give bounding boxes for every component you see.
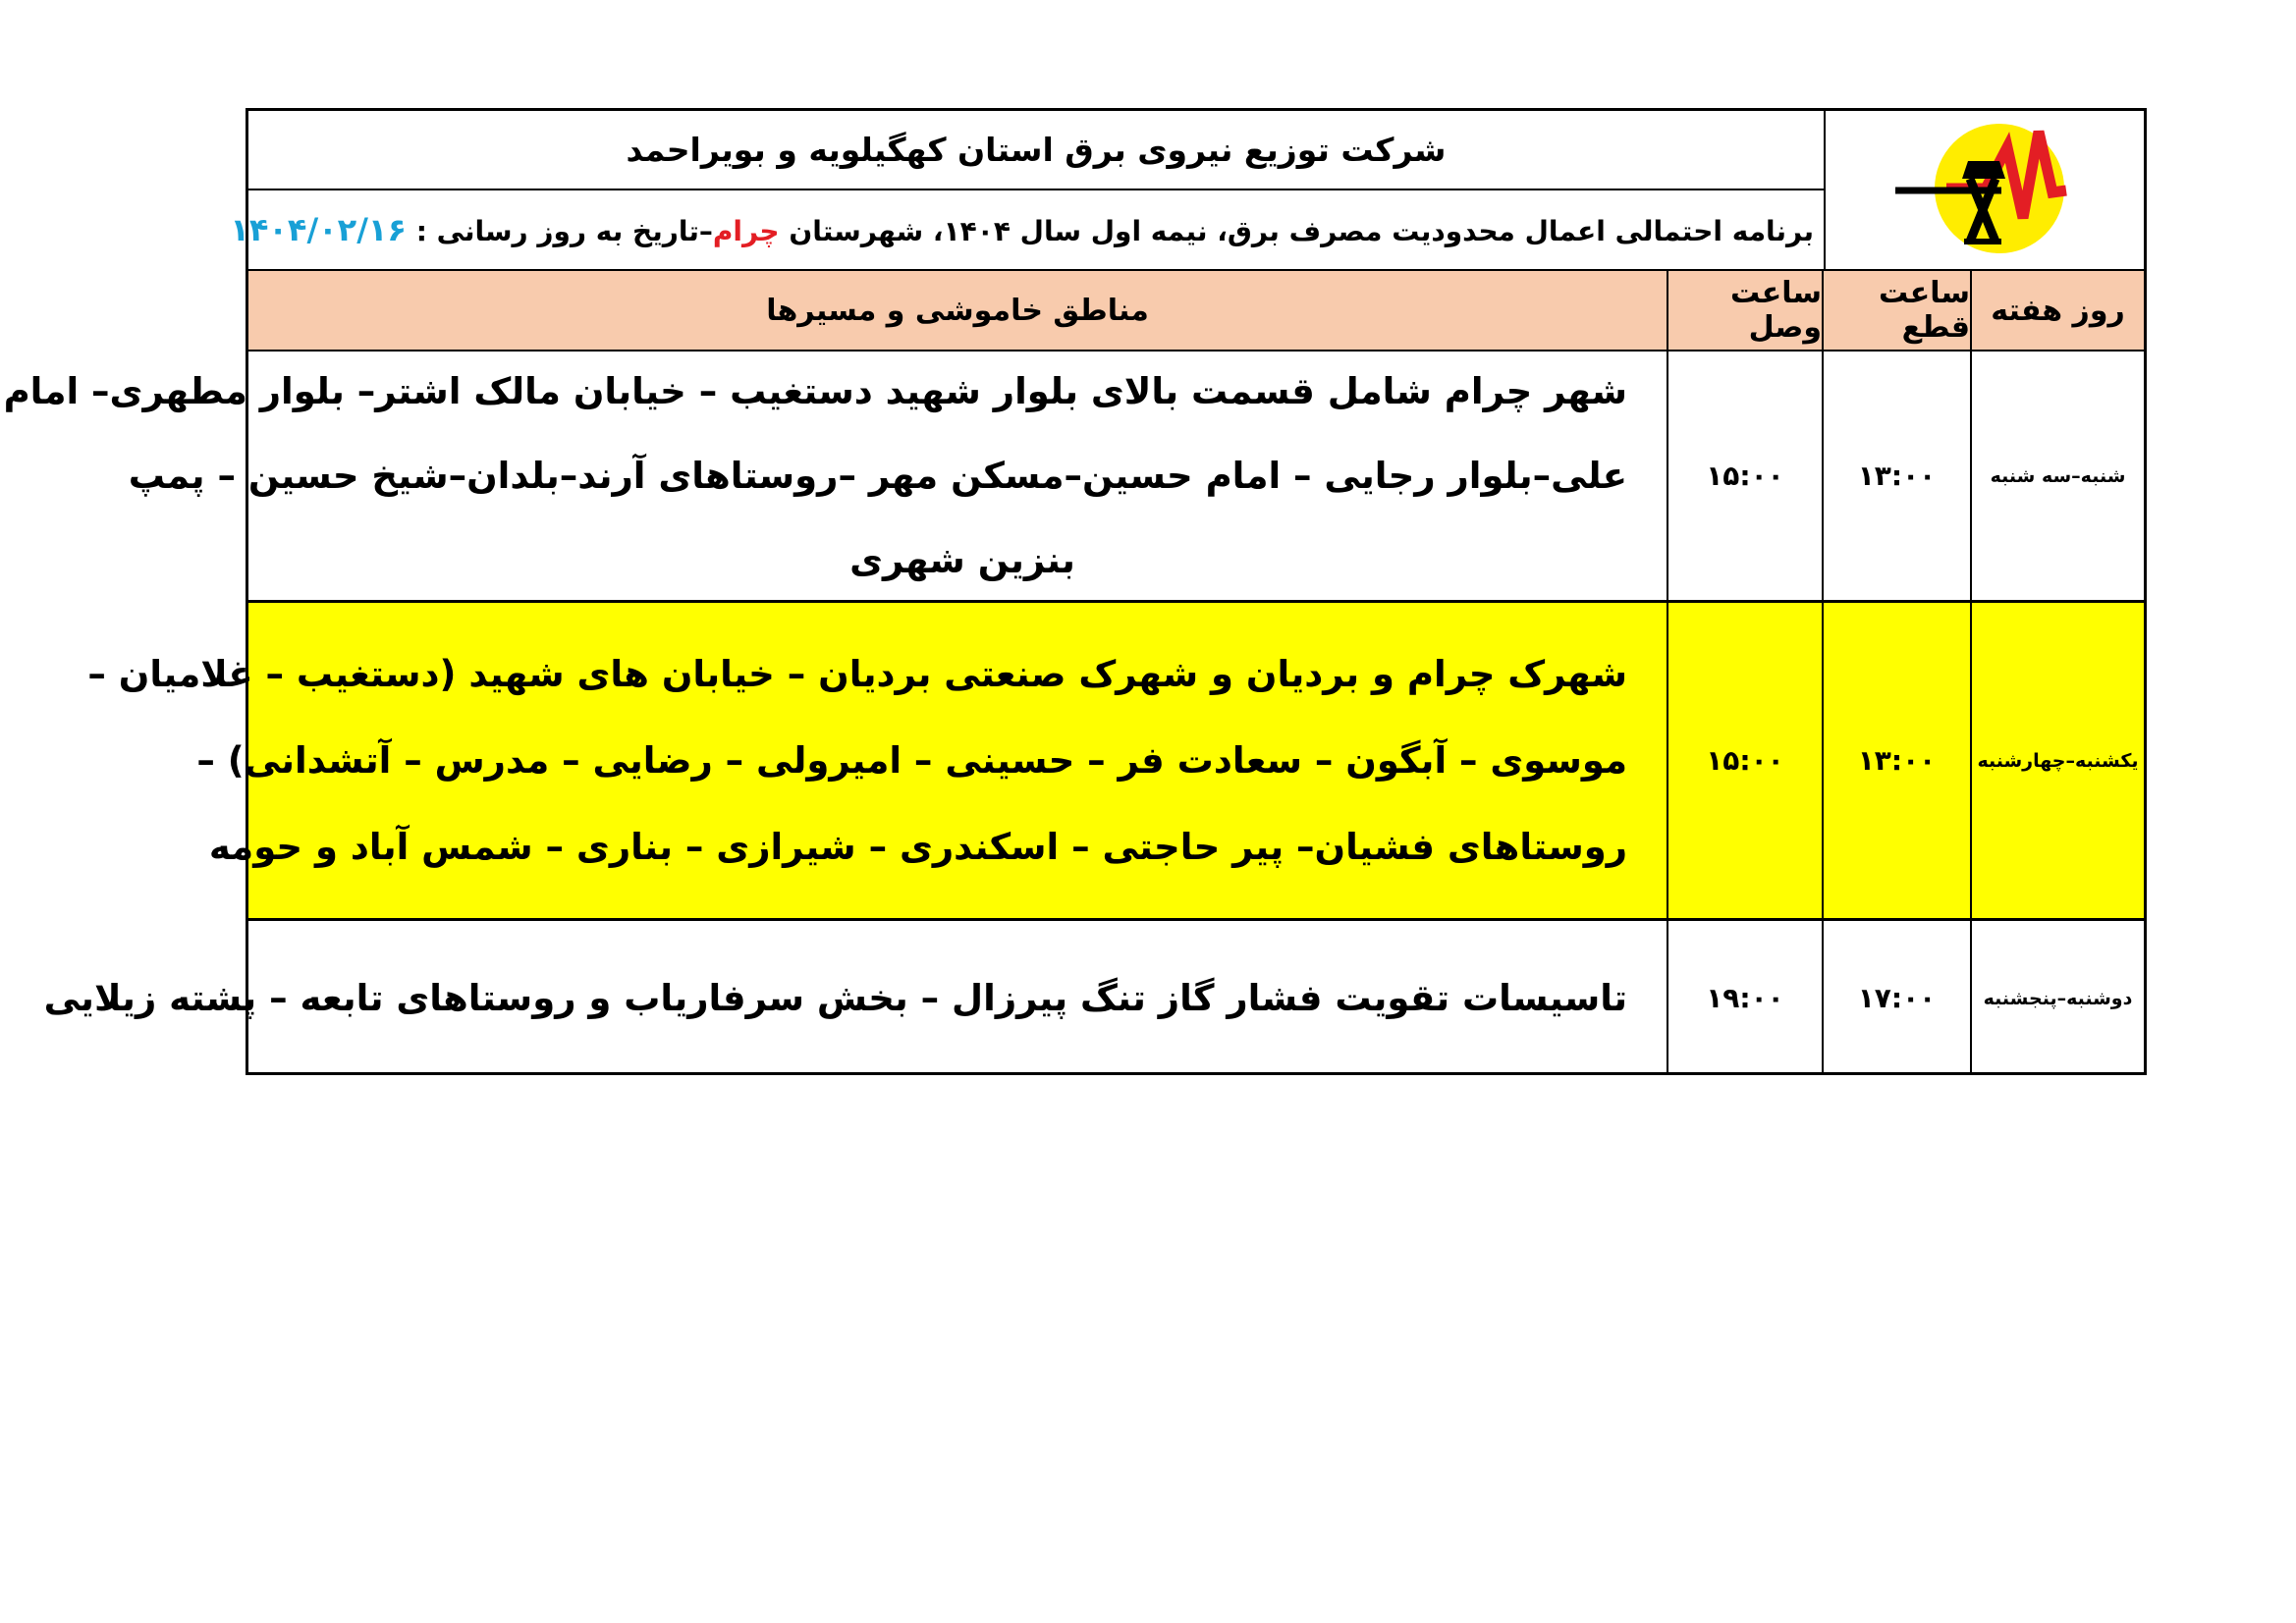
areas-line: بنزین شهری [849,538,1075,581]
logo-cell [1824,111,2144,269]
reconnect-time: ۱۹:۰۰ [1668,921,1824,1075]
cut-time: ۱۳:۰۰ [1824,352,1972,600]
city-name: چرام [712,215,780,247]
weekday-range: یکشنبه–چهارشنبه [1977,749,2139,772]
weekday-range: دوشنبه–پنجشنبه [1983,987,2133,1009]
column-header-cut-time: ساعت قطع [1824,269,1972,352]
weekday-range: شنبه–سه شنبه [1990,464,2126,487]
update-date: ۱۴۰۴/۰۲/۱۶ [230,211,407,248]
areas-cell [87,603,1668,918]
table-row [3,352,2144,603]
column-header-weekday: روز هفته [1972,269,2144,352]
program-line [230,190,1824,269]
reconnect-time: ۱۵:۰۰ [1668,603,1824,918]
areas-cell [3,352,1668,600]
program-text [230,211,1814,248]
schedule-table [3,108,2147,1075]
areas-line: علی–بلوار رجایی – امام حسین–مسکن مهر –روستاهای آرند–بلدان–شیخ حسین – پمپ [128,454,1627,497]
table-row [87,603,2144,921]
cut-time: ۱۷:۰۰ [1824,921,1972,1075]
table-row [43,921,2144,1075]
column-header-reconnect-time: ساعت وصل [1668,269,1824,352]
areas-line: موسوی – آبگون – سعادت فر – حسینی – امیرولی – رضایی – مدرس – آتشدانی) – [196,738,1627,782]
electric-distribution-logo-icon [1891,122,2078,259]
program-mid: –تاریخ به روز رسانی : [406,215,713,247]
areas-cell [43,921,1668,1075]
areas-line: شهرک چرام و بردیان و شهرک صنعتی بردیان – خیابان های شهید (دستغیب – غلامیان – [87,652,1627,695]
column-header-areas: مناطق خاموشی و مسیرها [248,269,1668,352]
areas-line: روستاهای فشیان– پیر حاجتی – اسکندری – شیرازی – بناری – شمس آباد و حومه [208,825,1627,868]
areas-line: تاسیسات تقویت فشار گاز تنگ پیرزال – بخش سرفاریاب و روستاهای تابعه – پشته زیلایی [43,976,1627,1019]
program-prefix: برنامه احتمالی اعمال محدودیت مصرف برق، نیمه اول سال ۱۴۰۴، شهرستان [779,215,1814,247]
company-title: شرکت توزیع نیروی برق استان کهگیلویه و بویراحمد [248,111,1824,190]
cut-time: ۱۳:۰۰ [1824,603,1972,918]
reconnect-time: ۱۵:۰۰ [1668,352,1824,600]
areas-line: شهر چرام شامل قسمت بالای بلوار شهید دستغیب – خیابان مالک اشتر– بلوار مطهری– امام [3,369,1627,412]
